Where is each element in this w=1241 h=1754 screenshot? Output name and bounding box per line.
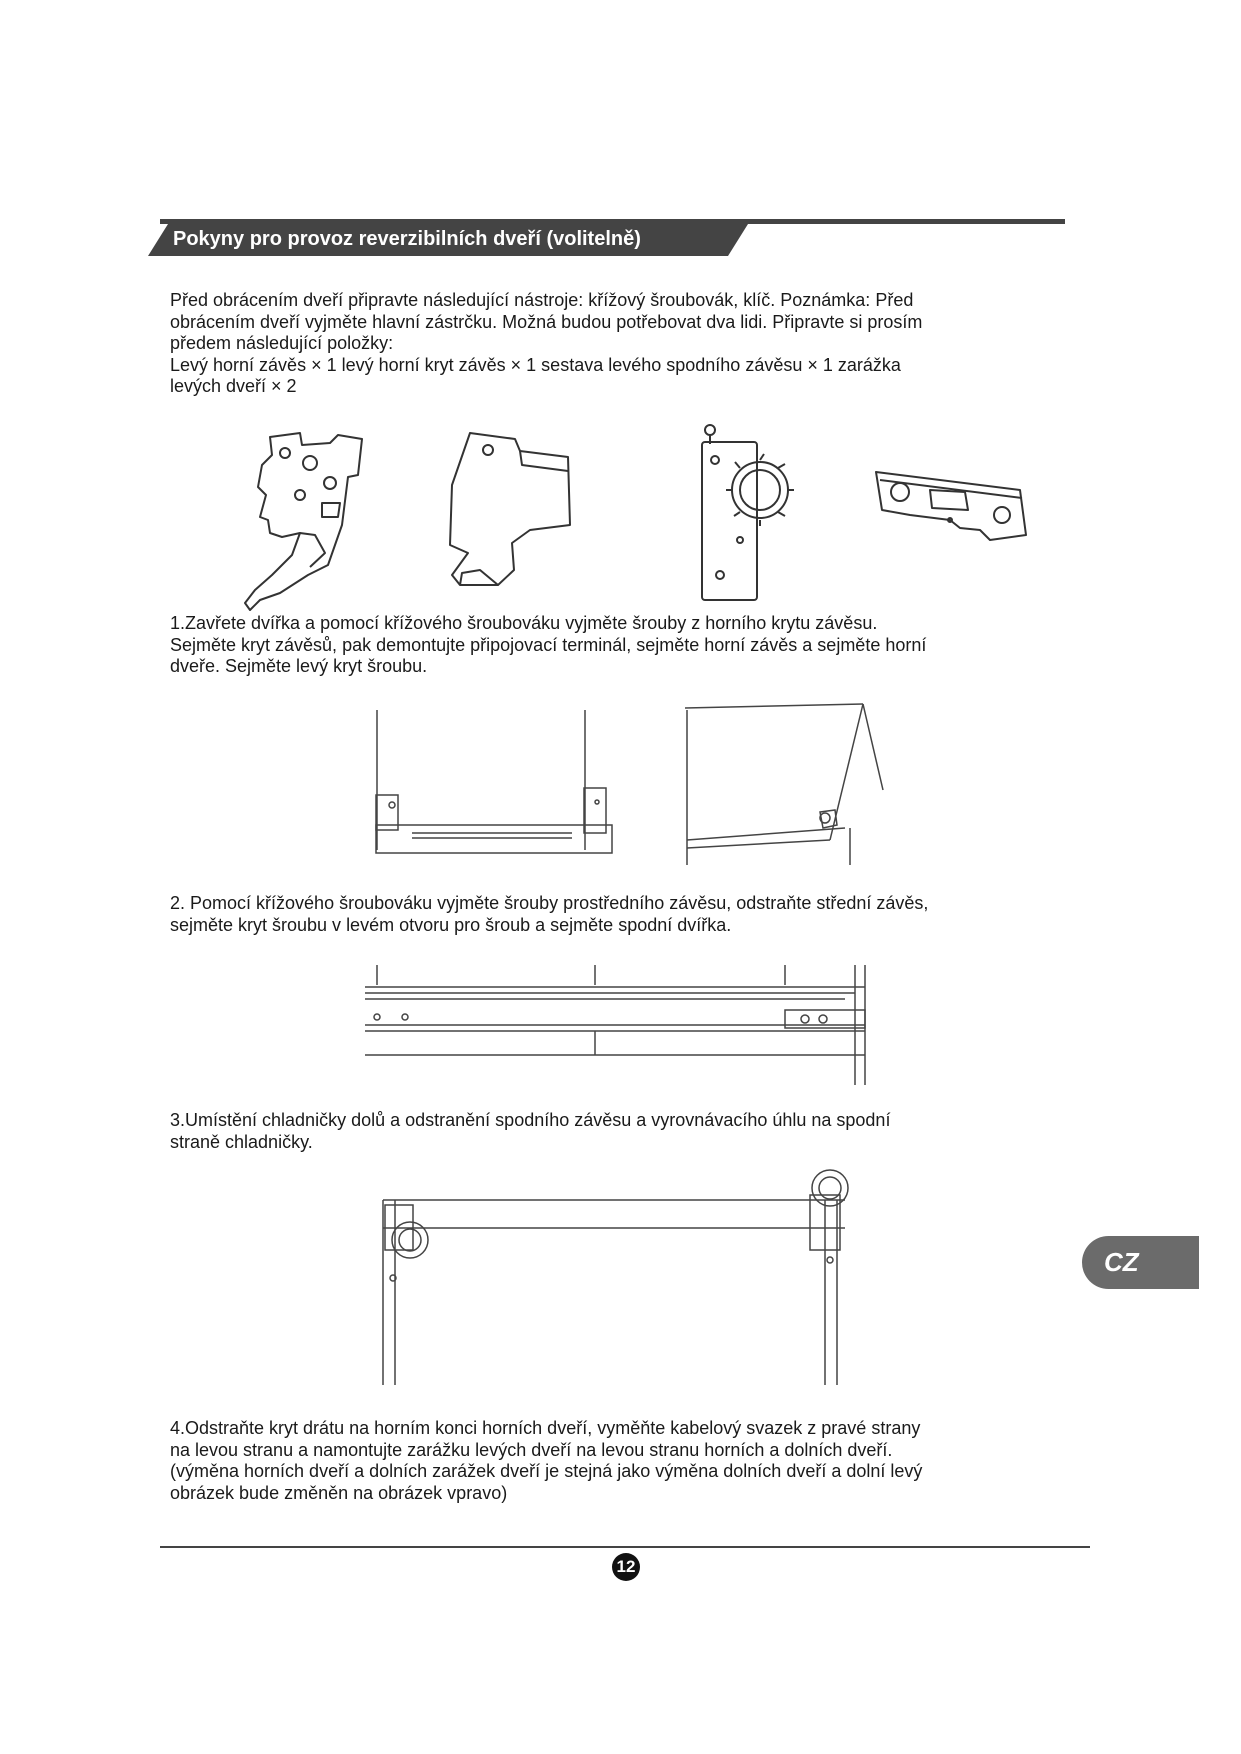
language-tab: [1082, 1236, 1199, 1289]
step-line: obrázek bude změněn na obrázek vpravo): [170, 1482, 508, 1503]
door-stopper-figure: [870, 460, 1030, 550]
hinge-cover-figure: [440, 425, 580, 595]
step-line: dveře. Sejměte levý kryt šroubu.: [170, 656, 428, 676]
step-line: Sejměte kryt závěsů, pak demontujte připojovací terminál, sejměte horní závěs a sejměte horní: [170, 634, 927, 655]
top-hinge-side-figure: [685, 700, 885, 870]
step-line: sejměte kryt šroubu v levém otvoru pro šroub a sejměte spodní dvířka.: [170, 914, 732, 935]
section-title: Pokyny pro provoz reverzibilních dveří (volitelně): [173, 228, 641, 250]
intro-line: obrácením dveří vyjměte hlavní zástrčku. Možná budou potřebovat dva lidi. Připravte si prosím: [170, 311, 923, 332]
bottom-hinge-figure: [375, 1160, 865, 1385]
intro-line: levých dveří × 2: [170, 376, 297, 396]
intro-line: Před obrácením dveří připravte následující nástroje: křížový šroubovák, klíč. Poznámka: Před: [170, 290, 914, 310]
step-4-text: [170, 1418, 922, 1504]
step-1-text: [170, 613, 926, 678]
step-line: straně chladničky.: [170, 1131, 313, 1152]
step-line: 2. Pomocí křížového šroubováku vyjměte šrouby prostředního závěsu, odstraňte střední závěs,: [170, 893, 929, 913]
middle-hinge-figure: [365, 965, 870, 1085]
intro-paragraph: [170, 290, 922, 398]
language-tab-label: CZ: [1104, 1247, 1139, 1277]
step-line: na levou stranu a namontujte zarážku levých dveří na levou stranu horních a dolních dveří.: [170, 1439, 893, 1460]
intro-line: Levý horní závěs × 1 levý horní kryt závěs × 1 sestava levého spodního závěsu × 1 zarážka: [170, 354, 901, 375]
step-line: 1.Zavřete dvířka a pomocí křížového šroubováku vyjměte šrouby z horního krytu závěsu.: [170, 613, 878, 633]
left-upper-hinge-figure: [230, 425, 380, 615]
page-number: 12: [612, 1553, 640, 1581]
footer-rule: [160, 1546, 1090, 1548]
step-line: 3.Umístění chladničky dolů a odstranění spodního závěsu a vyrovnávacího úhlu na spodní: [170, 1110, 891, 1130]
top-hinge-front-figure: [372, 710, 617, 860]
step-line: (výměna horních dveří a dolních zarážek dveří je stejná jako výměna dolních dveří a dolní levý: [170, 1461, 923, 1481]
step-3-text: [170, 1110, 890, 1153]
intro-line: předem následující položky:: [170, 333, 394, 353]
lower-hinge-assembly-figure: [690, 420, 800, 605]
step-line: 4.Odstraňte kryt drátu na horním konci horních dveří, vyměňte kabelový svazek z pravé strany: [170, 1418, 921, 1438]
step-2-text: [170, 893, 928, 936]
